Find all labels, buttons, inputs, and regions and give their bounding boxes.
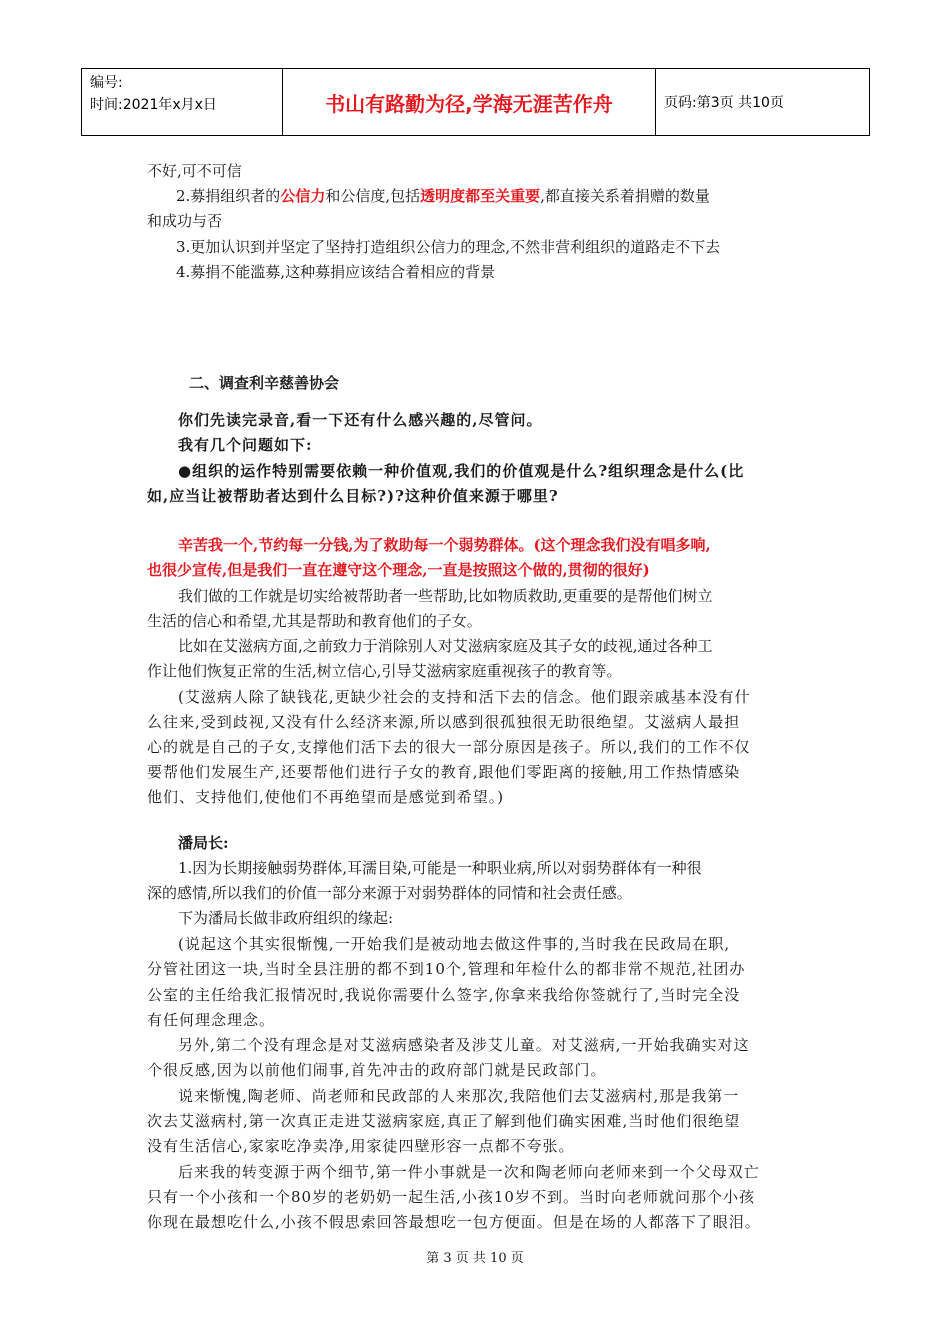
quote-line: 有任何理念理念。 xyxy=(147,1011,276,1029)
quote-line: (说起这个其实很惭愧,一开始我们是被动地去做这件事的,当时我在民政局在职, xyxy=(178,935,731,953)
quote-line: 他们、支持他们,使他们不再绝望而是感觉到希望。) xyxy=(147,788,505,806)
header-left-cell xyxy=(82,69,283,135)
quote-line: 后来我的转变源于两个细节,第一件小事就是一次和陶老师向老师来到一个父母双亡 xyxy=(178,1163,760,1181)
quote-line: 分管社团这一块,当时全县注册的都不到10个,管理和年检什么的都非常不规范,社团办 xyxy=(147,960,746,978)
header-table xyxy=(81,68,870,136)
question-item: ●组织的运作特别需要依赖一种价值观,我们的价值观是什么?组织理念是什么(比 xyxy=(178,462,745,480)
text-line: 作让他们恢复正常的生活,树立信心,引导艾滋病家庭重视孩子的教育等。 xyxy=(147,662,622,680)
quote-line: 没有生活信心,家家吃净卖净,用家徒四壁形容一点都不夸张。 xyxy=(147,1137,575,1155)
text-line: 不好,可不可信 xyxy=(147,162,242,180)
text-span: 和公信度,包括 xyxy=(325,187,421,205)
header-motto: 书山有路勤为径,学海无涯苦作舟 xyxy=(283,69,656,135)
speaker-label: 潘局长: xyxy=(178,834,229,852)
text-line: 1.因为长期接触弱势群体,耳濡目染,可能是一种职业病,所以对弱势群体有一种很 xyxy=(178,859,702,877)
text-span: 2.募捐组织者的 xyxy=(176,187,281,205)
quote-line: 公室的主任给我汇报情况时,我说你需要什么签字,你拿来我给你签就行了,当时完全没 xyxy=(147,986,741,1004)
section-heading: 二、调查利辛慈善协会 xyxy=(189,374,340,392)
code-label: 编号: xyxy=(90,75,123,91)
header-page-label: 页码:第3页 共10页 xyxy=(664,95,784,111)
quote-line: 么往来,受到歧视,又没有什么经济来源,所以感到很孤独很无助很绝望。艾滋病人最担 xyxy=(147,713,741,731)
time-label: 时间:2021年x月x日 xyxy=(90,97,217,113)
text-line: 比如在艾滋病方面,之前致力于消除别人对艾滋病家庭及其子女的歧视,通过各种工 xyxy=(178,637,713,655)
quote-line: 说来惭愧,陶老师、尚老师和民政部的人来那次,我陪他们去艾滋病村,那是我第一 xyxy=(178,1087,740,1105)
quote-line: 心的就是自己的子女,支撑他们活下去的很大一部分原因是孩子。所以,我们的工作不仅 xyxy=(147,738,751,756)
quote-line: 次去艾滋病村,第一次真正走进艾滋病家庭,真正了解到他们确实困难,当时他们很绝望 xyxy=(147,1112,741,1130)
question-intro: 你们先读完录音,看一下还有什么感兴趣的,尽管问。 xyxy=(178,411,543,429)
text-line: 生活的信心和希望,尤其是帮助和教育他们的子女。 xyxy=(147,612,482,630)
quote-line: 另外,第二个没有理念是对艾滋病感染者及涉艾儿童。对艾滋病,一开始我确实对这 xyxy=(178,1036,750,1054)
quote-line: (艾滋病人除了缺钱花,更缺少社会的支持和活下去的信念。他们跟亲戚基本没有什 xyxy=(178,688,751,706)
text-line: 下为潘局长做非政府组织的缘起: xyxy=(178,909,394,927)
quote-line: 要帮他们发展生产,还要帮他们进行子女的教育,跟他们零距离的接触,用工作热情感染 xyxy=(147,763,741,781)
answer-red-line: 也很少宣传,但是我们一直在遵守这个理念,一直是按照这个做的,贯彻的很好) xyxy=(147,561,650,579)
quote-line: 个很反感,因为以前他们闹事,首先冲击的政府部门就是民政部门。 xyxy=(147,1061,607,1079)
page-footer: 第 3 页 共 10 页 xyxy=(426,1251,524,1266)
text-line: 4.募捐不能滥募,这种募捐应该结合着相应的背景 xyxy=(176,263,496,281)
question-list-label: 我有几个问题如下: xyxy=(178,436,313,454)
answer-red-line: 辛苦我一个,节约每一分钱,为了救助每一个弱势群体。(这个理念我们没有唱多响, xyxy=(178,536,711,554)
highlight-credibility: 公信力 xyxy=(280,187,326,205)
text-line: 我们做的工作就是切实给被帮助者一些帮助,比如物质救助,更重要的是帮他们树立 xyxy=(178,587,713,605)
text-span: ,都直接关系着捐赠的数量 xyxy=(540,187,710,205)
text-line: 和成功与否 xyxy=(147,212,223,230)
quote-line: 你现在最想吃什么,小孩不假思索回答最想吃一包方便面。但是在场的人都落下了眼泪。 xyxy=(147,1213,761,1231)
question-item-cont: 如,应当让被帮助者达到什么目标?)?这种价值来源于哪里? xyxy=(147,487,559,505)
text-line: 深的感情,所以我们的价值一部分来源于对弱势群体的同情和社会责任感。 xyxy=(147,884,632,902)
text-line xyxy=(176,184,710,209)
quote-line: 只有一个小孩和一个80岁的老奶奶一起生活,小孩10岁不到。当时向老师就问那个小孩 xyxy=(147,1188,755,1206)
text-line: 3.更加认识到并坚定了坚持打造组织公信力的理念,不然非营利组织的道路走不下去 xyxy=(176,238,721,256)
highlight-transparency: 透明度都至关重要 xyxy=(420,187,541,205)
